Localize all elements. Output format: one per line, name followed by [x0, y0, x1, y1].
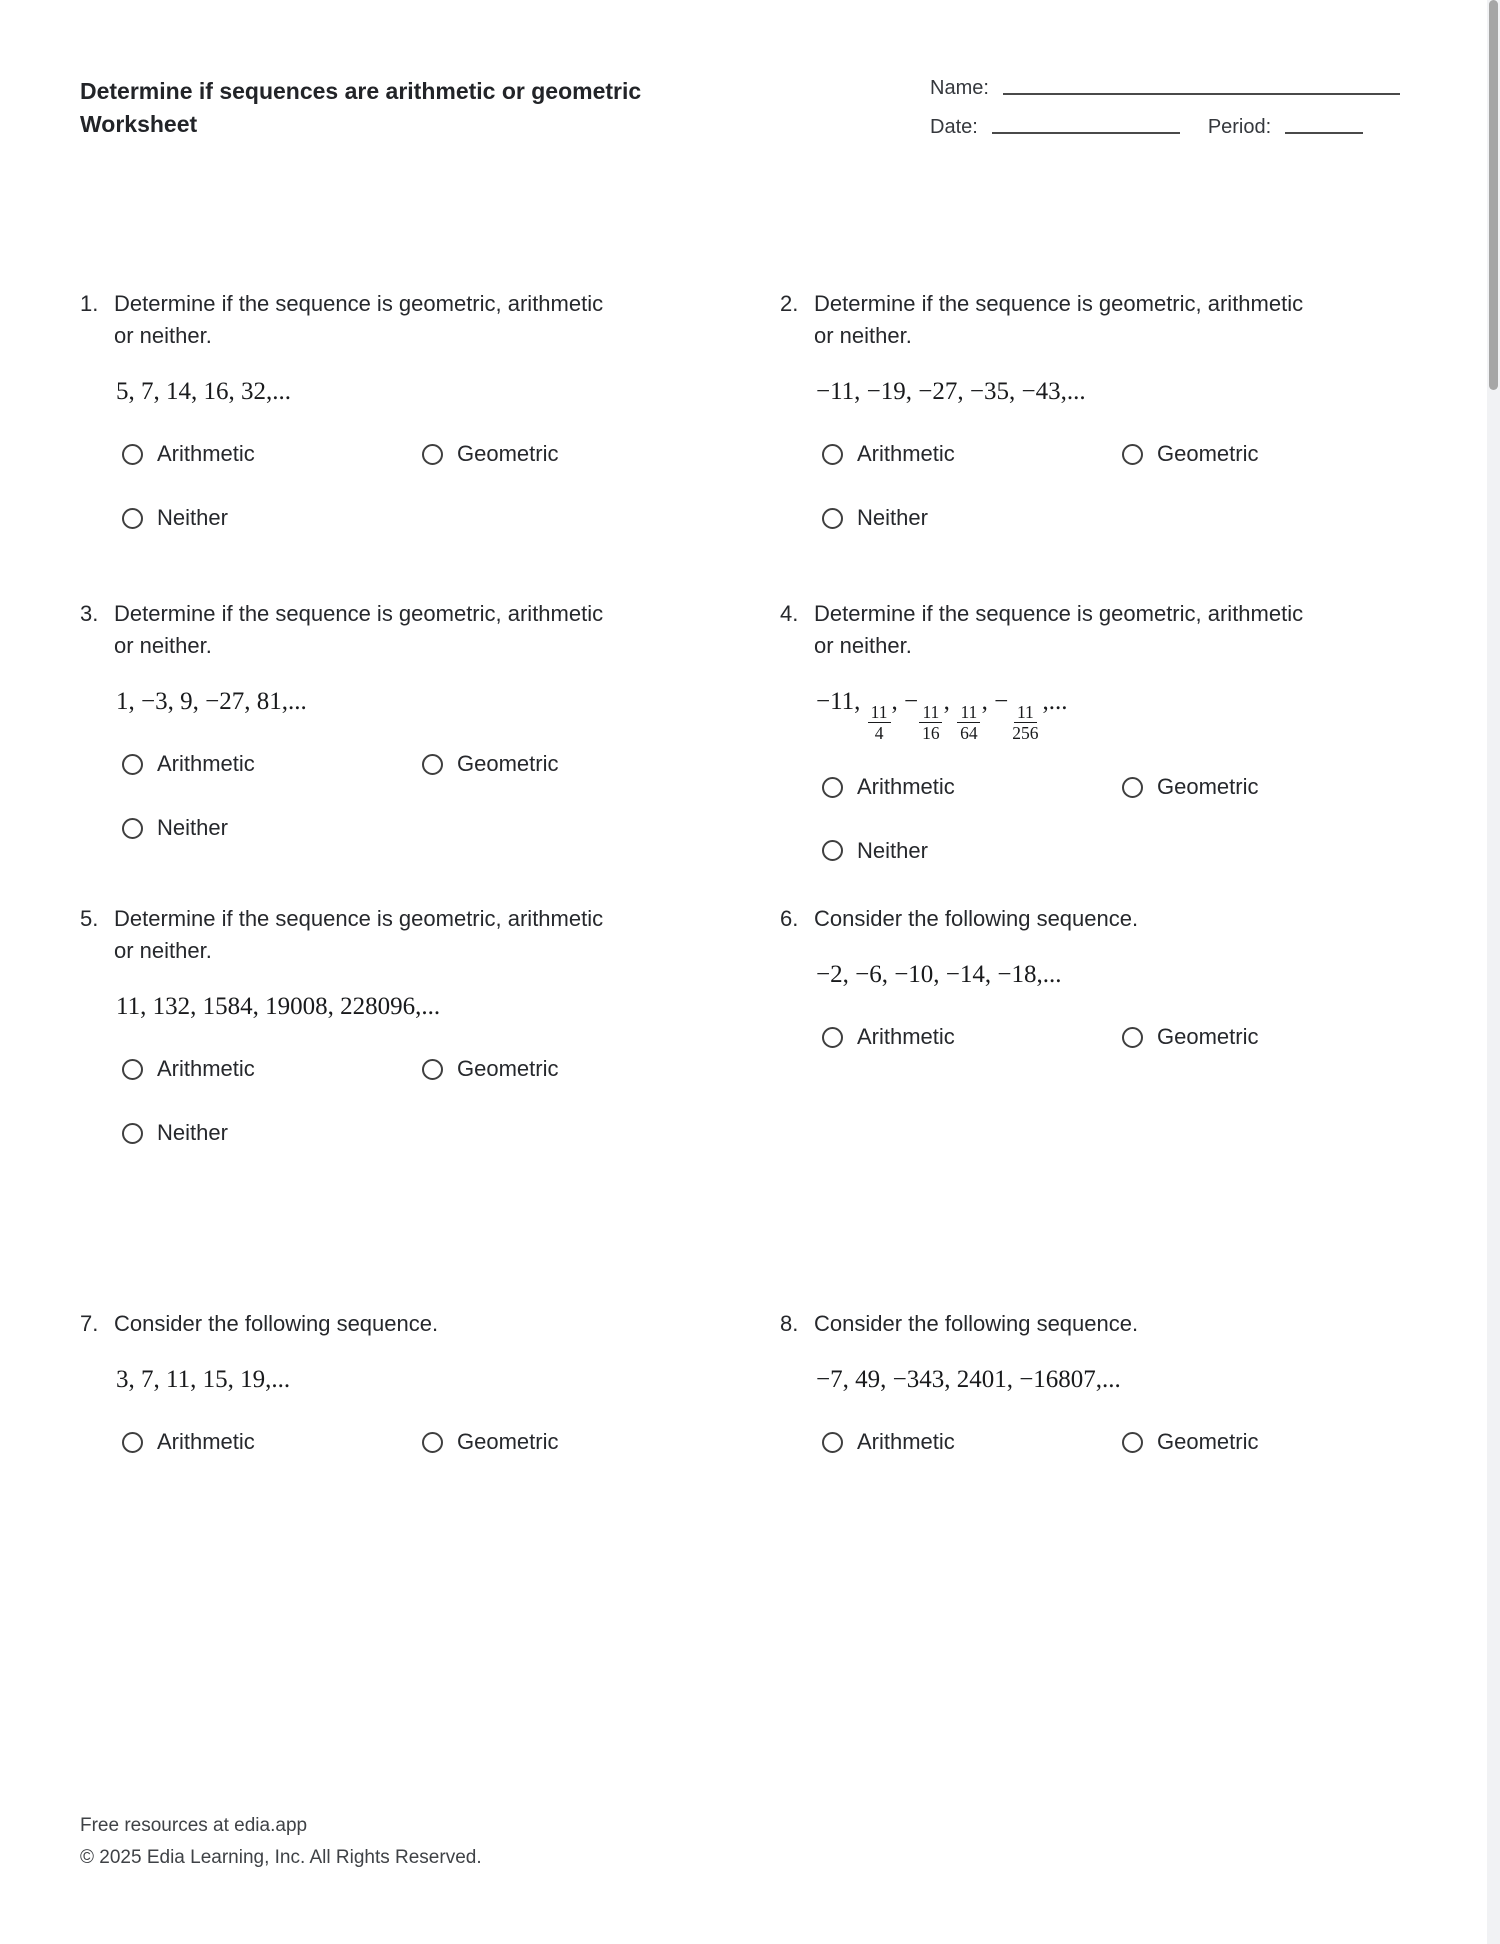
answer-options: [114, 1426, 700, 1458]
option-arithmetic[interactable]: [822, 1426, 955, 1458]
radio-button-icon[interactable]: [122, 754, 143, 775]
radio-button-icon[interactable]: [122, 1059, 143, 1080]
question-prompt: Determine if the sequence is geometric, arithmetic or neither.: [114, 906, 604, 964]
option-geometric[interactable]: [422, 1426, 558, 1458]
question-prompt: Consider the following sequence.: [114, 1311, 439, 1337]
radio-button-icon[interactable]: [422, 444, 443, 465]
fill-in-block: [930, 77, 1400, 139]
answer-options: [114, 1053, 700, 1149]
radio-button-icon[interactable]: [122, 818, 143, 839]
option-geometric[interactable]: [422, 438, 558, 470]
question-number: 1.: [80, 291, 99, 317]
option-label: Arithmetic: [157, 1056, 255, 1082]
date-label: Date:: [930, 116, 978, 138]
option-neither[interactable]: [122, 1117, 228, 1149]
worksheet-title: Determine if sequences are arithmetic or geometric Worksheet: [80, 78, 642, 137]
option-arithmetic[interactable]: [822, 438, 955, 470]
option-label: Neither: [157, 505, 228, 531]
header: [80, 75, 1400, 140]
option-label: Neither: [857, 505, 928, 531]
option-label: Geometric: [457, 1429, 559, 1455]
question-number: 2.: [780, 291, 799, 317]
question-number: 5.: [80, 906, 99, 932]
option-label: Neither: [157, 815, 228, 841]
sequence-text: 11, 132, 1584, 19008, 228096,...: [116, 993, 441, 1021]
option-label: Geometric: [1157, 774, 1259, 800]
option-neither[interactable]: [122, 502, 228, 534]
sequence-text: −11, $\frac{11}{4}$ , − $\frac{11}{16}$ , $\frac{11}{64}$ , − $\frac{11}{256}$ ,...: [816, 688, 1068, 743]
question-number: 7.: [80, 1311, 99, 1337]
radio-button-icon[interactable]: [122, 444, 143, 465]
option-geometric[interactable]: [1122, 771, 1258, 803]
question-prompt: Consider the following sequence.: [814, 906, 1139, 932]
option-arithmetic[interactable]: [122, 748, 255, 780]
radio-button-icon[interactable]: [1122, 777, 1143, 798]
radio-button-icon[interactable]: [822, 840, 843, 861]
answer-options: [814, 1021, 1400, 1053]
name-label: Name:: [930, 77, 989, 99]
name-row: [930, 77, 1400, 100]
option-label: Arithmetic: [857, 1429, 955, 1455]
question-prompt: Determine if the sequence is geometric, arithmetic or neither.: [814, 601, 1304, 659]
radio-button-icon[interactable]: [122, 1123, 143, 1144]
radio-button-icon[interactable]: [422, 1059, 443, 1080]
option-label: Geometric: [1157, 1024, 1259, 1050]
question-8: [780, 1308, 1400, 1458]
radio-button-icon[interactable]: [122, 508, 143, 529]
option-neither[interactable]: [822, 835, 928, 867]
answer-options: [814, 771, 1400, 867]
radio-button-icon[interactable]: [822, 777, 843, 798]
option-label: Neither: [157, 1120, 228, 1146]
radio-button-icon[interactable]: [1122, 444, 1143, 465]
question-1: [80, 288, 700, 534]
question-5: [80, 903, 700, 1149]
footer: [80, 1810, 482, 1875]
option-label: Arithmetic: [857, 441, 955, 467]
question-prompt: Determine if the sequence is geometric, arithmetic or neither.: [814, 291, 1304, 349]
sequence-text: −7, 49, −343, 2401, −16807,...: [816, 1366, 1121, 1394]
option-label: Neither: [857, 837, 928, 863]
option-geometric[interactable]: [1122, 438, 1258, 470]
option-geometric[interactable]: [1122, 1426, 1258, 1458]
radio-button-icon[interactable]: [422, 1432, 443, 1453]
option-label: Arithmetic: [857, 774, 955, 800]
option-label: Arithmetic: [157, 1429, 255, 1455]
date-period-row: [930, 116, 1400, 139]
question-prompt: Determine if the sequence is geometric, arithmetic or neither.: [114, 291, 604, 349]
sequence-text: 5, 7, 14, 16, 32,...: [116, 378, 291, 406]
option-neither[interactable]: [122, 812, 228, 844]
question-7: [80, 1308, 700, 1458]
question-number: 4.: [780, 601, 799, 627]
period-label: Period:: [1207, 116, 1272, 138]
question-2: [780, 288, 1400, 534]
radio-button-icon[interactable]: [1122, 1027, 1143, 1048]
option-label: Arithmetic: [157, 751, 255, 777]
radio-button-icon[interactable]: [122, 1432, 143, 1453]
radio-button-icon[interactable]: [422, 754, 443, 775]
option-label: Geometric: [1157, 441, 1259, 467]
answer-options: [814, 438, 1400, 534]
option-arithmetic[interactable]: [122, 1426, 255, 1458]
option-geometric[interactable]: [422, 1053, 558, 1085]
footer-copyright-text: © 2025 Edia Learning, Inc. All Rights Reserved.: [80, 1847, 482, 1869]
answer-options: [814, 1426, 1400, 1458]
option-arithmetic[interactable]: [122, 438, 255, 470]
option-label: Arithmetic: [857, 1024, 955, 1050]
radio-button-icon[interactable]: [1122, 1432, 1143, 1453]
question-number: 3.: [80, 601, 99, 627]
option-label: Geometric: [457, 441, 559, 467]
radio-button-icon[interactable]: [822, 508, 843, 529]
sequence-text: −2, −6, −10, −14, −18,...: [816, 961, 1062, 989]
scrollbar-track[interactable]: [1487, 0, 1500, 1944]
option-label: Geometric: [1157, 1429, 1259, 1455]
footer-resources-text: Free resources at edia.app: [80, 1815, 308, 1836]
option-arithmetic[interactable]: [822, 1021, 955, 1053]
option-geometric[interactable]: [1122, 1021, 1258, 1053]
option-label: Geometric: [457, 1056, 559, 1082]
radio-button-icon[interactable]: [822, 444, 843, 465]
radio-button-icon[interactable]: [822, 1432, 843, 1453]
answer-options: [114, 438, 700, 534]
scrollbar-thumb[interactable]: [1489, 0, 1498, 390]
question-row-3: [80, 903, 1400, 1308]
option-neither[interactable]: [822, 502, 928, 534]
sequence-text: 3, 7, 11, 15, 19,...: [116, 1366, 291, 1394]
option-label: Geometric: [457, 751, 559, 777]
question-number: 8.: [780, 1311, 799, 1337]
question-row-4: [80, 1308, 1400, 1458]
option-geometric[interactable]: [422, 748, 558, 780]
question-number: 6.: [780, 906, 799, 932]
question-6: [780, 903, 1400, 1053]
question-prompt: Consider the following sequence.: [814, 1311, 1139, 1337]
question-prompt: Determine if the sequence is geometric, arithmetic or neither.: [114, 601, 604, 659]
period-blank-line: [1285, 132, 1363, 134]
sequence-text: 1, −3, 9, −27, 81,...: [116, 688, 307, 716]
question-3: [80, 598, 700, 844]
question-row-1: [80, 288, 1400, 598]
option-arithmetic[interactable]: [822, 771, 955, 803]
radio-button-icon[interactable]: [822, 1027, 843, 1048]
name-blank-line: [1003, 93, 1400, 95]
date-blank-line: [992, 132, 1180, 134]
option-label: Arithmetic: [157, 441, 255, 467]
option-arithmetic[interactable]: [122, 1053, 255, 1085]
answer-options: [114, 748, 700, 844]
question-row-2: [80, 598, 1400, 903]
question-4: [780, 598, 1400, 867]
sequence-text: −11, −19, −27, −35, −43,...: [816, 378, 1086, 406]
questions-area: [80, 288, 1400, 1458]
